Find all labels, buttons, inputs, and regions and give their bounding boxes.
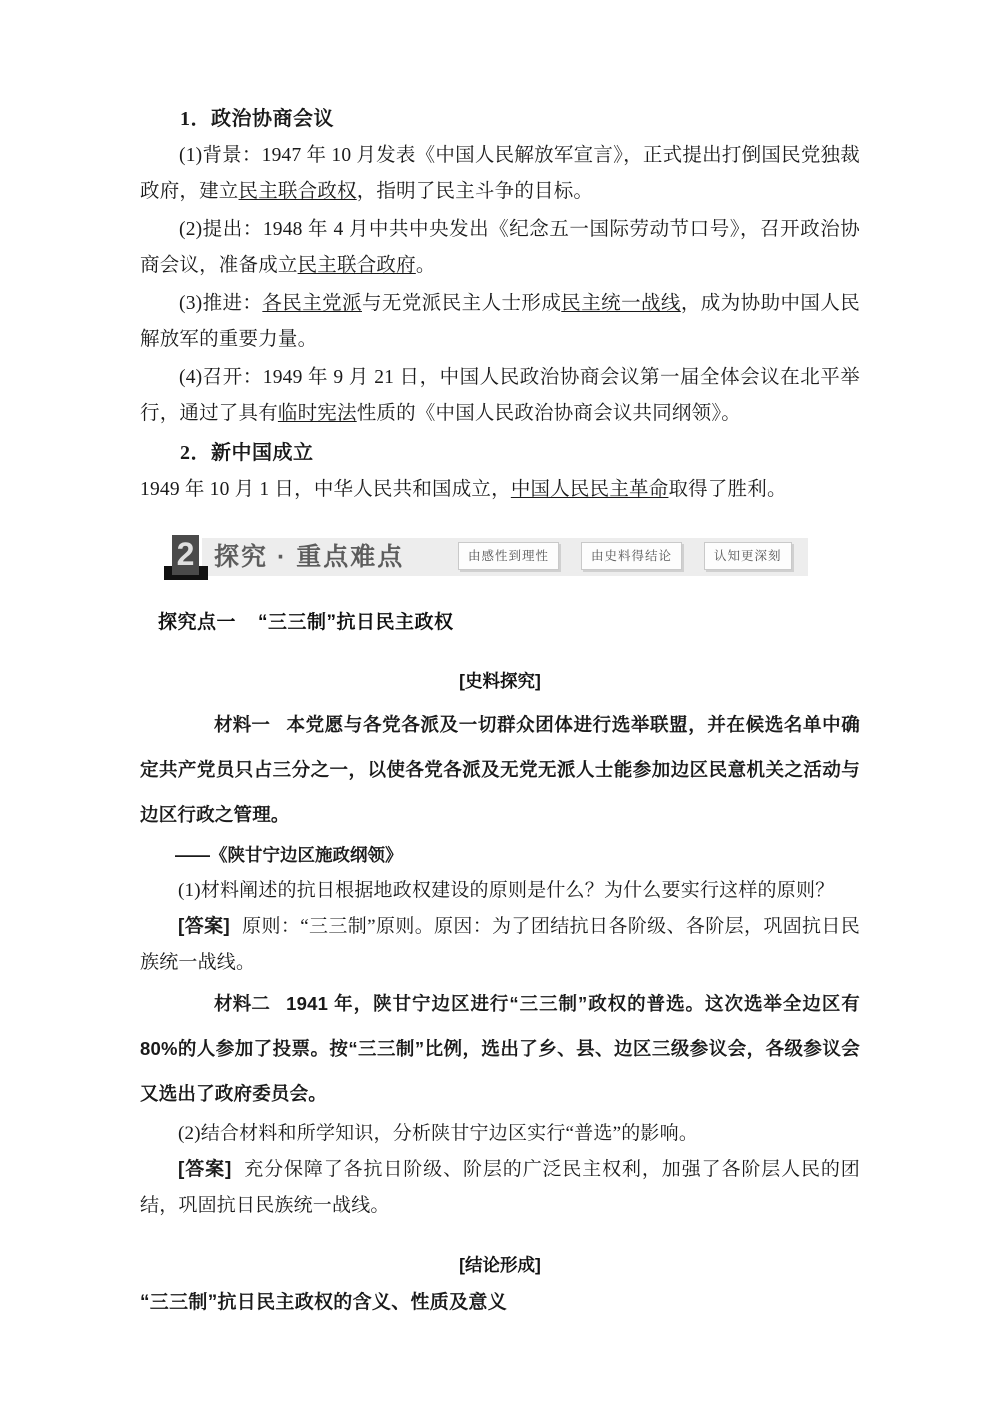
section-2-text-2: 取得了胜利。 <box>668 479 787 500</box>
item-2-lead: (2)提出： <box>179 219 263 240</box>
section-number-badge <box>164 535 208 580</box>
item-3-text-1: 与无党派民主人士形成 <box>362 293 562 314</box>
item-4-lead: (4)召开： <box>179 367 263 388</box>
answer-2-tag: [答案] <box>178 1159 232 1180</box>
section-banner <box>158 534 808 580</box>
section-2-underline-1: 中国人民民主革命 <box>510 479 669 500</box>
section-1-item-1 <box>140 138 860 210</box>
material-two-label: 材料二 <box>214 993 271 1014</box>
explore-point-heading <box>158 606 860 640</box>
section-1-item-3 <box>140 286 860 358</box>
material-two <box>140 981 860 1116</box>
banner-title: 探究 · 重点难点 <box>214 543 405 571</box>
banner-chip-2[interactable]: 由史料得结论 <box>581 542 682 570</box>
explore-point-title: “三三制”抗日民主政权 <box>258 612 454 633</box>
banner-chip-1[interactable]: 由感性到理性 <box>458 542 559 570</box>
item-1-text-2: ，指明了民主斗争的目标。 <box>356 181 594 202</box>
banner-chip-3[interactable]: 认知更深刻 <box>704 542 792 570</box>
question-2: (2)结合材料和所学知识，分析陕甘宁边区实行“普选”的影响。 <box>178 1123 699 1144</box>
section-2-text-1: 1949 年 10 月 1 日，中华人民共和国成立， <box>140 479 511 500</box>
material-one-source: ——《陕甘宁边区施政纲领》 <box>175 845 403 865</box>
material-one-label: 材料一 <box>214 714 271 735</box>
item-3-underline-2: 民主统一战线 <box>561 293 681 314</box>
answer-1-tag: [答案] <box>178 916 230 937</box>
page-content <box>140 100 860 1320</box>
answer-1 <box>140 909 860 981</box>
section-1-heading: 1．政治协商会议 <box>180 108 334 130</box>
banner-chip-group <box>458 542 792 570</box>
item-2-text-1: 1948 年 4 月中共中央发出《纪念五一国际劳动节口号》，召开政治协商会议，准备成立 <box>140 219 860 276</box>
explore-point-label: 探究点一 <box>158 612 237 633</box>
item-4-text-1: 1949 年 9 月 21 日，中国人民政治协商会议第一届全体会议在北平举行，通过了具有 <box>140 367 861 424</box>
item-1-underline-1: 民主联合政权 <box>238 181 357 202</box>
answer-2 <box>140 1152 860 1224</box>
material-one <box>140 702 860 837</box>
item-4-underline-1: 临时宪法 <box>277 403 357 424</box>
conclusion-title: “三三制”抗日民主政权的含义、性质及意义 <box>140 1292 508 1313</box>
section-1-item-2 <box>140 212 860 284</box>
answer-2-text: 充分保障了各抗日阶级、阶层的广泛民主权利，加强了各阶层人民的团结，巩固抗日民族统一战线。 <box>140 1159 860 1216</box>
section-1-item-4 <box>140 360 860 432</box>
section-2-heading: 2．新中国成立 <box>180 442 314 464</box>
item-1-text-1: 1947 年 10 月发表《中国人民解放军宣言》，正式提出打倒国民党独裁政府，建立 <box>140 145 861 202</box>
item-2-text-2: 。 <box>415 255 436 276</box>
item-1-lead: (1)背景： <box>179 145 262 166</box>
item-3-text-2: ，成为协助中国人民解放军的重要力量。 <box>140 293 860 350</box>
item-3-underline-1: 各民主党派 <box>262 293 362 314</box>
section-2-body <box>140 472 860 508</box>
answer-1-text: 原则：“三三制”原则。原因：为了团结抗日各阶级、各阶层，巩固抗日民族统一战线。 <box>140 916 860 973</box>
item-4-text-2: 性质的《中国人民政治协商会议共同纲领》。 <box>356 403 741 424</box>
question-1: (1)材料阐述的抗日根据地政权建设的原则是什么？为什么要实行这样的原则？ <box>178 880 835 901</box>
material-two-body: 1941 年，陕甘宁边区进行“三三制”政权的普选。这次选举全边区有 80%的人参加了投票。按“三三制”比例，选出了乡、县、边区三级参议会，各级参议会又选出了政府委员会。 <box>140 993 860 1104</box>
shiliao-tag: [史料探究] <box>459 671 541 691</box>
item-3-lead: (3)推进： <box>179 293 263 314</box>
badge-number: 2 <box>172 535 199 575</box>
item-2-underline-1: 民主联合政府 <box>297 255 416 276</box>
jielun-tag: [结论形成] <box>459 1255 541 1275</box>
material-one-body: 本党愿与各党各派及一切群众团体进行选举联盟，并在候选名单中确定共产党员只占三分之一，以使各党各派及无党无派人士能参加边区民意机关之活动与边区行政之管理。 <box>140 714 860 825</box>
